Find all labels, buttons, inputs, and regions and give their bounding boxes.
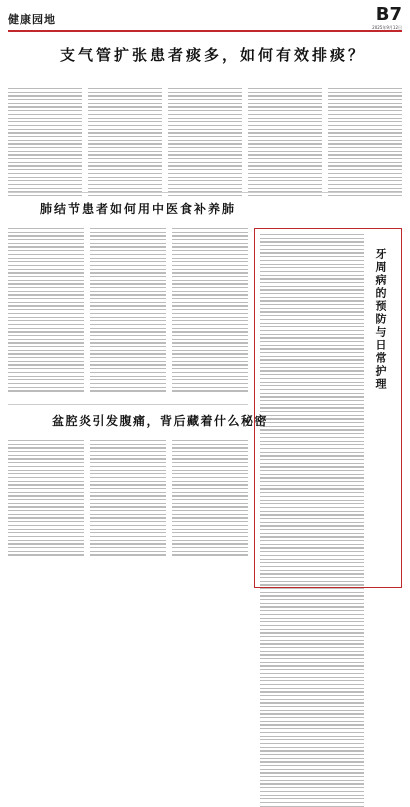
masthead (8, 4, 402, 28)
body-column (8, 228, 84, 392)
article-3-body (8, 440, 248, 556)
article-4-headline: 牙周病的预防与日常护理 (374, 248, 387, 391)
body-column (90, 440, 166, 556)
body-column (8, 88, 82, 196)
article-2-headline: 肺结节患者如何用中医食补养肺 (40, 202, 237, 216)
article-4-body (260, 234, 364, 807)
issue-date: 2025年9月12日 (372, 25, 402, 30)
body-column (328, 88, 402, 196)
article-divider (8, 404, 248, 405)
body-column (8, 440, 84, 556)
body-column (172, 228, 248, 392)
article-3-headline: 盆腔炎引发腹痛，背后藏着什么秘密 (52, 414, 269, 428)
article-2-body (8, 228, 248, 392)
body-column (90, 228, 166, 392)
page-number: B7 (375, 4, 402, 25)
article-1-headline: 支气管扩张患者痰多，如何有效排痰？ (60, 46, 367, 64)
masthead-rule (8, 30, 402, 32)
body-column (88, 88, 162, 196)
article-divider (8, 192, 402, 193)
article-1-body (8, 88, 402, 196)
body-column (172, 440, 248, 556)
section-title: 健康园地 (8, 13, 56, 26)
body-column (248, 88, 322, 196)
body-column (168, 88, 242, 196)
